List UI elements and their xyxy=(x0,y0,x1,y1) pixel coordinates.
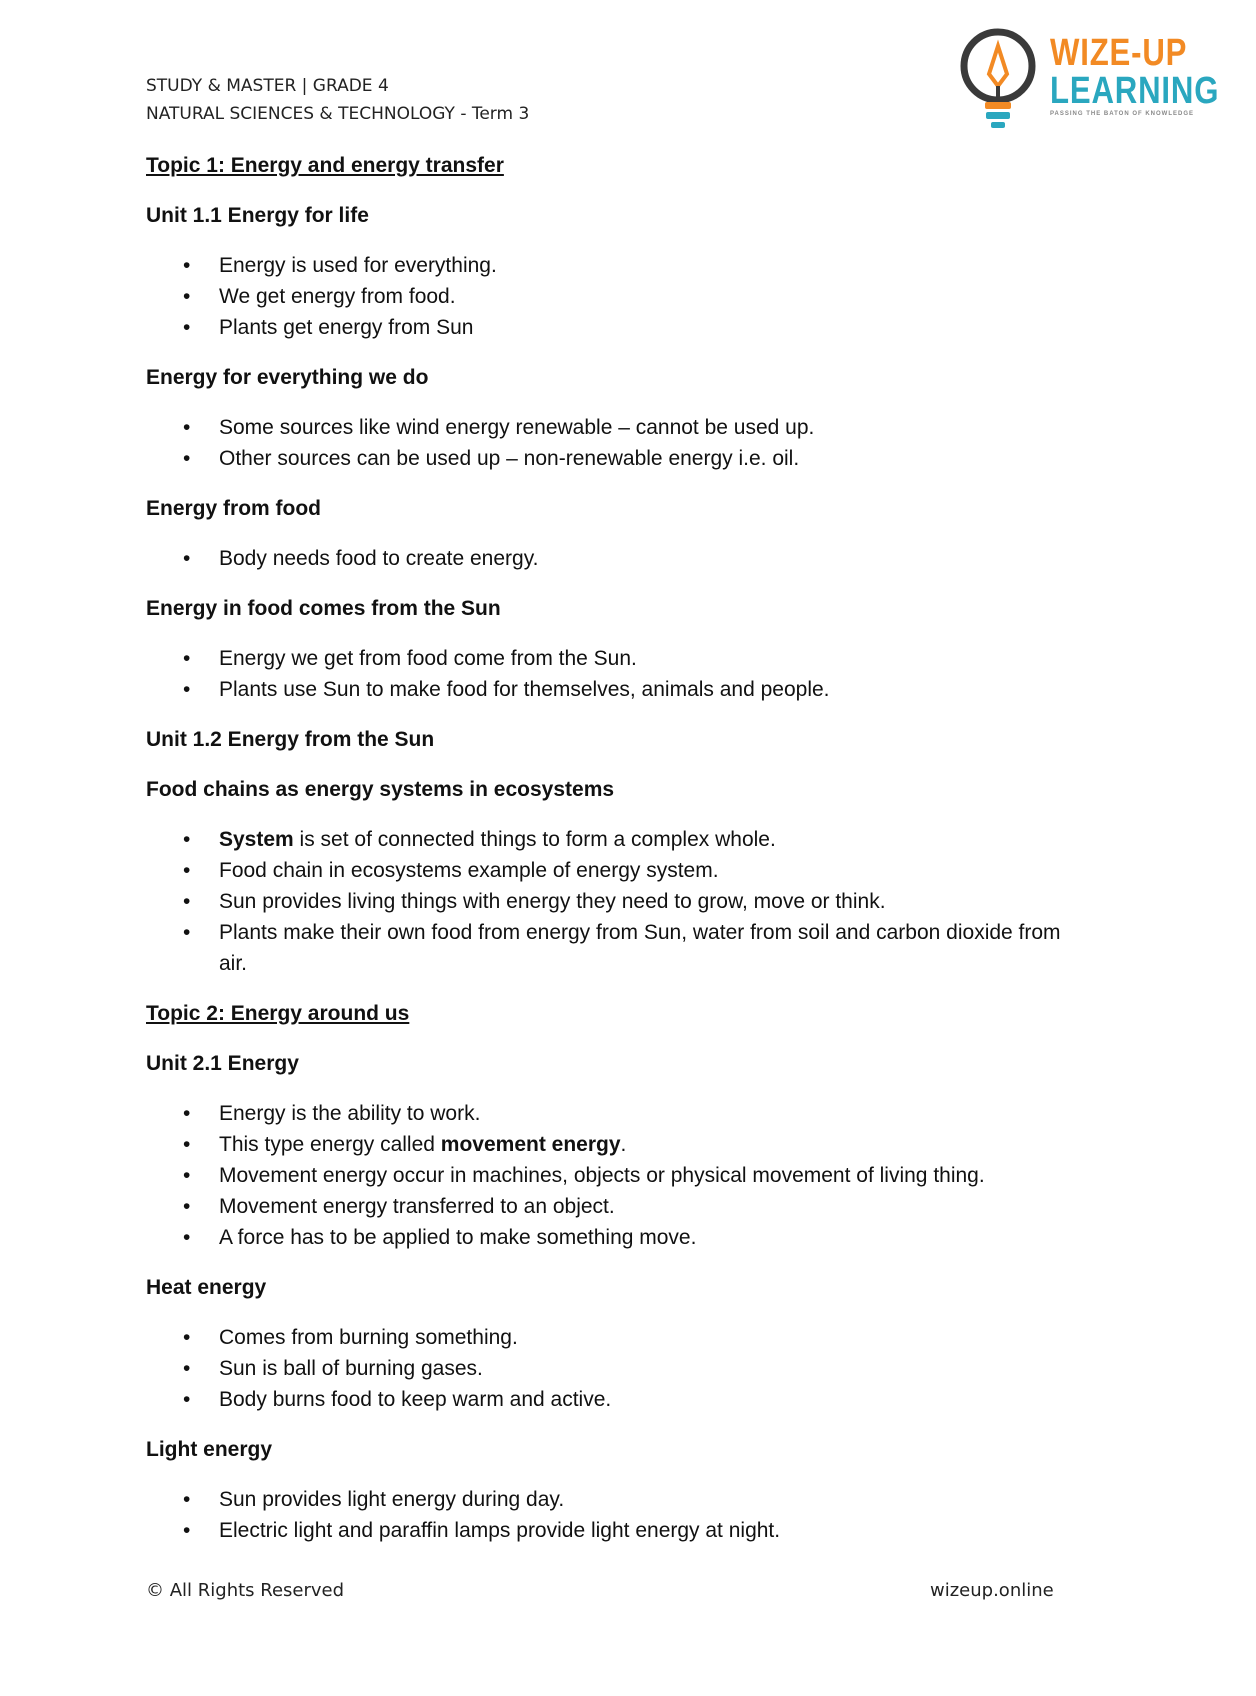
food-chains-heading: Food chains as energy systems in ecosystems xyxy=(146,778,615,801)
movement-energy-suffix: . xyxy=(620,1133,627,1156)
unit-2-1-heading: Unit 2.1 Energy xyxy=(146,1052,299,1075)
list-item: • Electric light and paraffin lamps provide light energy at night. xyxy=(146,1515,1076,1546)
list-item: • Sun provides light energy during day. xyxy=(146,1484,1076,1515)
list-item: • Movement energy occur in machines, objects or physical movement of living thing. xyxy=(146,1160,1076,1191)
movement-energy-term: movement energy xyxy=(440,1133,621,1156)
list-item xyxy=(146,1129,1076,1160)
topic-2-title: Topic 2: Energy around us xyxy=(146,1002,410,1025)
logo-tagline: PASSING THE BATON OF KNOWLEDGE xyxy=(1050,111,1195,117)
list-item: • A force has to be applied to make something move. xyxy=(146,1222,1076,1253)
heat-energy-heading: Heat energy xyxy=(146,1276,267,1299)
light-energy-heading: Light energy xyxy=(146,1438,273,1461)
list-item: • Energy is the ability to work. xyxy=(146,1098,1076,1129)
footer-website: wizeup.online xyxy=(930,1580,1054,1601)
list-item xyxy=(146,824,1076,855)
energy-food-list xyxy=(146,543,1076,574)
footer-copyright: © All Rights Reserved xyxy=(146,1580,345,1601)
page-header xyxy=(146,72,529,128)
list-item: • Plants make their own food from energy from Sun, water from soil and carbon dioxide from air. xyxy=(146,917,1076,979)
topic-1-title: Topic 1: Energy and energy transfer xyxy=(146,154,504,177)
list-item: • Some sources like wind energy renewable – cannot be used up. xyxy=(146,412,1076,443)
energy-everything-heading: Energy for everything we do xyxy=(146,366,429,389)
list-item: • Body burns food to keep warm and active. xyxy=(146,1384,1076,1415)
energy-food-heading: Energy from food xyxy=(146,497,322,520)
heat-energy-list xyxy=(146,1322,1076,1415)
list-item: • Plants get energy from Sun xyxy=(146,312,1076,343)
energy-sun-list xyxy=(146,643,1076,705)
food-chains-list xyxy=(146,824,1076,979)
unit-2-1-list xyxy=(146,1098,1076,1253)
list-item: • Energy is used for everything. xyxy=(146,250,1076,281)
list-item: • Sun is ball of burning gases. xyxy=(146,1353,1076,1384)
header-subject-line: NATURAL SCIENCES & TECHNOLOGY - Term 3 xyxy=(146,104,530,124)
lightbulb-icon xyxy=(955,24,1045,134)
unit-1-1-heading: Unit 1.1 Energy for life xyxy=(146,204,369,227)
system-definition: is set of connected things to form a complex whole. xyxy=(293,828,776,851)
list-item: • Comes from burning something. xyxy=(146,1322,1076,1353)
logo-wordmark-bottom: LEARNING xyxy=(1050,70,1220,112)
unit-1-1-list xyxy=(146,250,1076,343)
light-energy-list xyxy=(146,1484,1076,1546)
list-item: • Food chain in ecosystems example of energy system. xyxy=(146,855,1076,886)
list-item: • Body needs food to create energy. xyxy=(146,543,1076,574)
list-item: • Energy we get from food come from the Sun. xyxy=(146,643,1076,674)
list-item: • We get energy from food. xyxy=(146,281,1076,312)
list-item: • Other sources can be used up – non-renewable energy i.e. oil. xyxy=(146,443,1076,474)
header-course-line: STUDY & MASTER | GRADE 4 xyxy=(146,76,389,96)
energy-sun-heading: Energy in food comes from the Sun xyxy=(146,597,501,620)
unit-1-2-heading: Unit 1.2 Energy from the Sun xyxy=(146,728,435,751)
movement-energy-prefix: This type energy called xyxy=(219,1133,441,1156)
wize-up-logo xyxy=(955,24,1220,134)
document-body xyxy=(146,150,1076,1546)
system-term: System xyxy=(219,828,294,851)
list-item: • Movement energy transferred to an object. xyxy=(146,1191,1076,1222)
logo-text xyxy=(1050,34,1256,118)
list-item: • Sun provides living things with energy they need to grow, move or think. xyxy=(146,886,1076,917)
logo-wordmark-top: WIZE-UP xyxy=(1050,32,1188,74)
energy-everything-list xyxy=(146,412,1076,474)
list-item: • Plants use Sun to make food for themselves, animals and people. xyxy=(146,674,1076,705)
